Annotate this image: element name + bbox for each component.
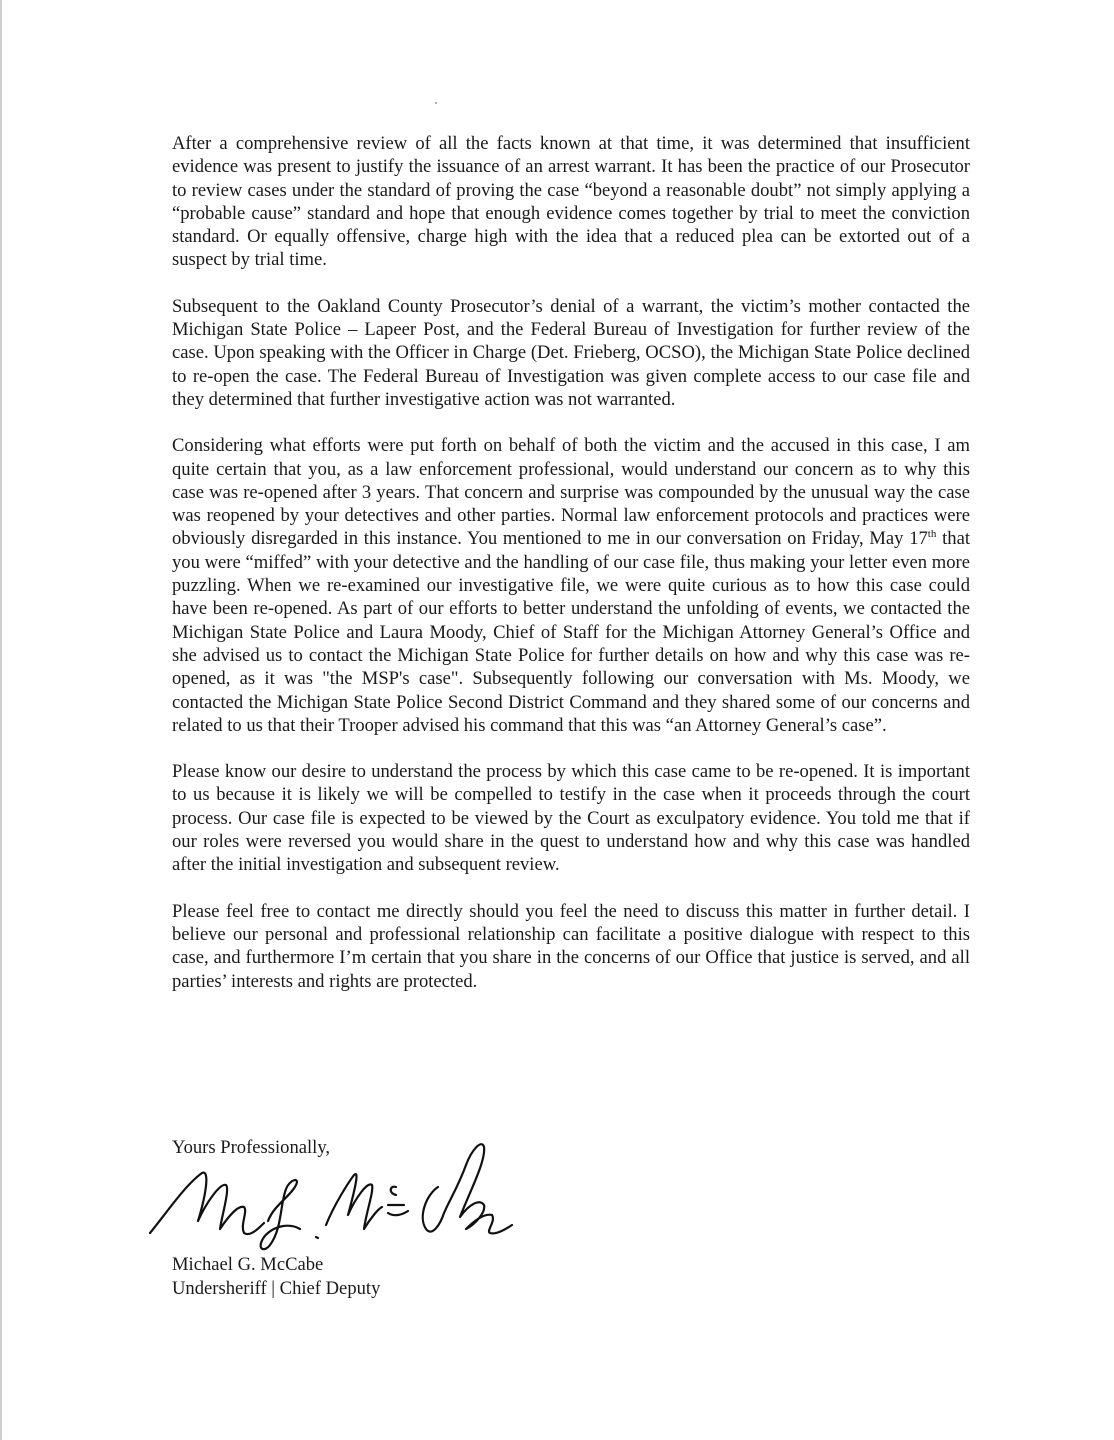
paragraph-5: Please feel free to contact me directly should you feel the need to discuss this matter in further detail. I believe our personal and professional relationship can facilitate a positive dialogue with respect to this case, and furthermore I’m certain that you share in the concerns of our Office that justice is served, and all parties’ interests and rights are protected. xyxy=(172,900,970,992)
signer-block xyxy=(172,1253,380,1300)
paragraph-3-part-1: Considering what efforts were put forth on behalf of both the victim and the accused in this case, I am quite certain that you, as a law enforcement professional, would understand our concern as to why this case was re-opened after 3 years. That concern and surprise was compounded by the unusual way the case was reopened by your detectives and other parties. Normal law enforcement protocols and practices were obviously disregarded in this instance. You mentioned to me in our conversation on Friday, May 17 xyxy=(172,435,970,550)
paragraph-1: After a comprehensive review of all the facts known at that time, it was determined that insufficient evidence was present to justify the issuance of an arrest warrant. It has been the practice of our Prosecutor to review cases under the standard of proving the case “beyond a reasonable doubt” not simply applying a “probable cause” standard and hope that enough evidence comes together by trial to meet the conviction standard. Or equally offensive, charge high with the idea that a reduced plea can be extorted out of a suspect by trial time. xyxy=(172,133,970,271)
paragraph-4: Please know our desire to understand the process by which this case came to be re-opened. It is important to us because it is likely we will be compelled to testify in the case when it proceeds through the court process. Our case file is expected to be viewed by the Court as exculpatory evidence. You told me that if our roles were reversed you would share in the quest to understand how and why this case was handled after the initial investigation and subsequent review. xyxy=(172,761,970,876)
signer-name: Michael G. McCabe xyxy=(172,1254,324,1275)
handwritten-signature xyxy=(140,1125,530,1260)
ordinal-suffix: th xyxy=(927,528,937,541)
letter-body xyxy=(172,132,970,1016)
signature-text: M. G. McCabe xyxy=(140,1125,146,1126)
scan-speck xyxy=(435,102,437,104)
paragraph-3 xyxy=(172,434,970,737)
signer-title: Undersheriff | Chief Deputy xyxy=(172,1277,381,1299)
paragraph-2: Subsequent to the Oakland County Prosecutor’s denial of a warrant, the victim’s mother contacted the Michigan State Police – Lapeer Post, and the Federal Bureau of Investigation for further review of the case. Upon speaking with the Officer in Charge (Det. Frieberg, OCSO), the Michigan State Police declined to re-open the case. The Federal Bureau of Investigation was given complete access to our case file and they determined that further investigative action was not warranted. xyxy=(172,295,970,410)
paragraph-3-part-2: that you were “miffed” with your detective and the handling of our case file, thus making your letter even more puzzling. When we re-examined our investigative file, we were quite curious as to how this case could have been re-opened. As part of our efforts to better understand the unfolding of events, we contacted the Michigan State Police and Laura Moody, Chief of Staff for the Michigan Attorney General’s Office and she advised us to contact the Michigan State Police for further details on how and why this case was re-opened, as it was "the MSP's case". Subsequently following our conversation with Ms. Moody, we contacted the Michigan State Police Second District Command and they shared some of our concerns and related to us that their Trooper advised his command that this was “an Attorney General’s case”. xyxy=(172,528,970,736)
page-edge xyxy=(0,0,2,1440)
closing-line: Yours Professionally, xyxy=(172,1137,331,1158)
